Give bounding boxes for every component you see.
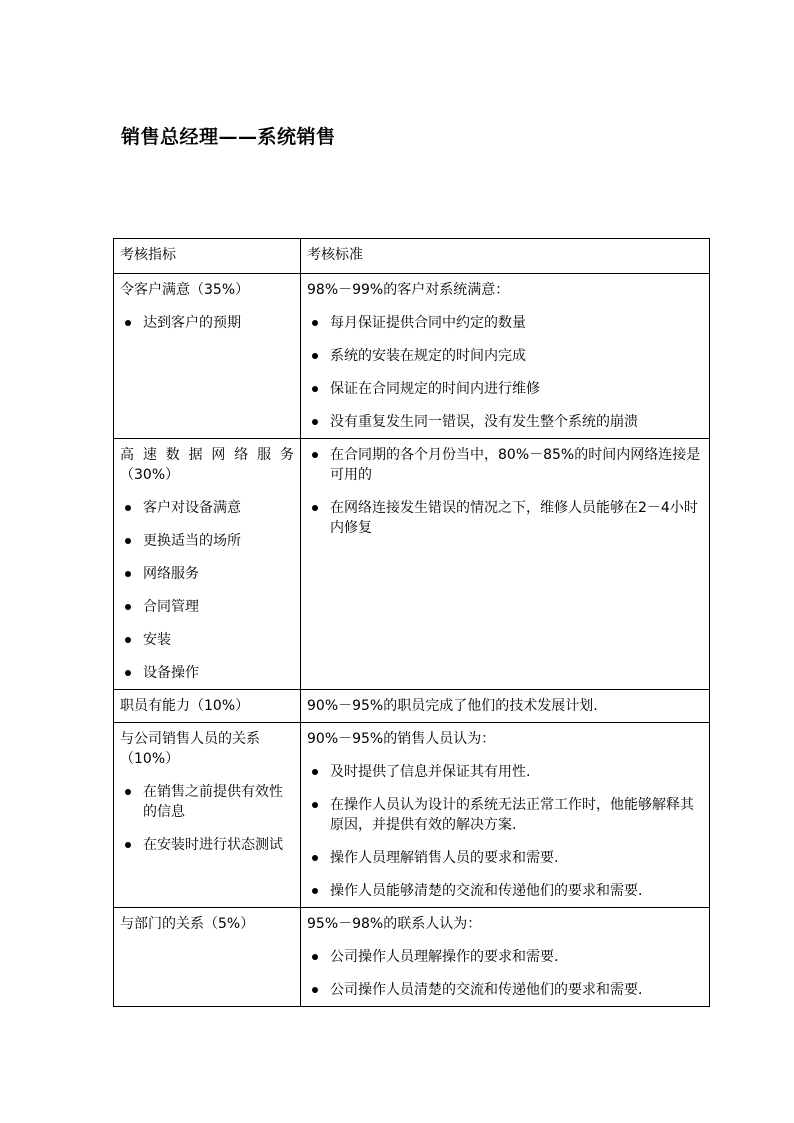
list-item-text: 每月保证提供合同中约定的数量 bbox=[330, 315, 526, 331]
table-row bbox=[114, 908, 710, 1007]
indicator-label: 与部门的关系（5%） bbox=[120, 916, 255, 932]
header-indicator-label: 考核指标 bbox=[120, 247, 176, 263]
list-item bbox=[307, 379, 703, 399]
bullet-icon bbox=[312, 769, 318, 775]
bullet-icon bbox=[125, 789, 131, 795]
list-item-text: 在合同期的各个月份当中，80%－85%的时间内网络连接是可用的 bbox=[330, 447, 701, 483]
standard-intro: 98%－99%的客户对系统满意： bbox=[307, 282, 510, 298]
indicator-cell bbox=[114, 690, 301, 723]
list-item-text: 操作人员能够清楚的交流和传递他们的要求和需要. bbox=[330, 883, 643, 899]
list-item bbox=[307, 313, 703, 333]
bullet-icon bbox=[312, 505, 318, 511]
bullet-icon bbox=[312, 419, 318, 425]
list-item-text: 及时提供了信息并保证其有用性. bbox=[330, 764, 531, 780]
list-item bbox=[120, 531, 294, 551]
bullet-icon bbox=[312, 802, 318, 808]
list-item bbox=[307, 412, 703, 432]
list-item-text: 在销售之前提供有效性的信息 bbox=[143, 784, 283, 820]
bullet-icon bbox=[125, 538, 131, 544]
list-item bbox=[307, 980, 703, 1000]
standard-cell bbox=[301, 274, 710, 439]
standard-intro: 90%－95%的销售人员认为： bbox=[307, 731, 496, 747]
list-item-text: 公司操作人员理解操作的要求和需要. bbox=[330, 949, 559, 965]
list-item-text: 达到客户的预期 bbox=[143, 315, 241, 331]
list-item bbox=[120, 782, 294, 822]
bullet-icon bbox=[125, 637, 131, 643]
list-item-text: 操作人员理解销售人员的要求和需要. bbox=[330, 850, 559, 866]
list-item bbox=[120, 630, 294, 650]
list-item-text: 合同管理 bbox=[143, 599, 199, 615]
list-item bbox=[120, 498, 294, 518]
standard-intro: 95%－98%的联系人认为： bbox=[307, 916, 482, 932]
list-item bbox=[307, 795, 703, 835]
indicator-list bbox=[120, 498, 294, 683]
bullet-icon bbox=[312, 954, 318, 960]
indicator-label: 令客户满意（35%） bbox=[120, 282, 250, 298]
list-item bbox=[307, 848, 703, 868]
header-standard-label: 考核标准 bbox=[307, 247, 363, 263]
bullet-icon bbox=[312, 888, 318, 894]
list-item bbox=[120, 564, 294, 584]
header-indicator bbox=[114, 239, 301, 274]
indicator-list bbox=[120, 313, 294, 333]
list-item-text: 设备操作 bbox=[143, 665, 199, 681]
table-header-row bbox=[114, 239, 710, 274]
standard-list bbox=[307, 313, 703, 432]
list-item bbox=[307, 881, 703, 901]
bullet-icon bbox=[125, 571, 131, 577]
indicator-cell bbox=[114, 439, 301, 690]
list-item-text: 没有重复发生同一错误，没有发生整个系统的崩溃 bbox=[330, 414, 638, 430]
bullet-icon bbox=[125, 670, 131, 676]
list-item bbox=[307, 445, 703, 485]
standard-list bbox=[307, 947, 703, 1000]
header-standard bbox=[301, 239, 710, 274]
standard-list bbox=[307, 445, 703, 538]
list-item bbox=[307, 947, 703, 967]
list-item-text: 更换适当的场所 bbox=[143, 533, 241, 549]
bullet-icon bbox=[125, 320, 131, 326]
list-item-text: 在安装时进行状态测试 bbox=[143, 837, 283, 853]
bullet-icon bbox=[125, 505, 131, 511]
bullet-icon bbox=[312, 320, 318, 326]
list-item-text: 网络服务 bbox=[143, 566, 199, 582]
indicator-list bbox=[120, 782, 294, 855]
list-item bbox=[120, 313, 294, 333]
table-row bbox=[114, 690, 710, 723]
indicator-cell bbox=[114, 908, 301, 1007]
standard-intro: 90%－95%的职员完成了他们的技术发展计划. bbox=[307, 698, 598, 714]
bullet-icon bbox=[125, 842, 131, 848]
indicator-label: 职员有能力（10%） bbox=[120, 698, 250, 714]
list-item bbox=[307, 498, 703, 538]
table-row bbox=[114, 439, 710, 690]
standard-cell bbox=[301, 908, 710, 1007]
table-row bbox=[114, 723, 710, 908]
list-item-text: 保证在合同规定的时间内进行维修 bbox=[330, 381, 540, 397]
list-item-text: 安装 bbox=[143, 632, 171, 648]
standard-cell bbox=[301, 439, 710, 690]
indicator-cell bbox=[114, 723, 301, 908]
standard-list bbox=[307, 762, 703, 901]
list-item bbox=[307, 762, 703, 782]
page-title: 销售总经理——系统销售 bbox=[121, 126, 336, 148]
list-item-text: 客户对设备满意 bbox=[143, 500, 241, 516]
list-item bbox=[120, 835, 294, 855]
list-item-text: 公司操作人员清楚的交流和传递他们的要求和需要. bbox=[330, 982, 643, 998]
indicator-label: 与公司销售人员的关系（10%） bbox=[120, 731, 260, 767]
standard-cell bbox=[301, 723, 710, 908]
list-item bbox=[120, 597, 294, 617]
list-item bbox=[307, 346, 703, 366]
bullet-icon bbox=[312, 353, 318, 359]
table-row bbox=[114, 274, 710, 439]
list-item-text: 在操作人员认为设计的系统无法正常工作时，他能够解释其原因，并提供有效的解决方案. bbox=[330, 797, 694, 833]
indicator-weight: （30%） bbox=[120, 467, 180, 483]
list-item-text: 在网络连接发生错误的情况之下，维修人员能够在2－4小时内修复 bbox=[330, 500, 698, 536]
bullet-icon bbox=[125, 604, 131, 610]
bullet-icon bbox=[312, 386, 318, 392]
bullet-icon bbox=[312, 855, 318, 861]
kpi-table bbox=[113, 238, 710, 1007]
list-item-text: 系统的安装在规定的时间内完成 bbox=[330, 348, 526, 364]
bullet-icon bbox=[312, 987, 318, 993]
indicator-cell bbox=[114, 274, 301, 439]
indicator-label: 高速数据网络服务 bbox=[120, 447, 294, 463]
list-item bbox=[120, 663, 294, 683]
bullet-icon bbox=[312, 452, 318, 458]
standard-cell bbox=[301, 690, 710, 723]
